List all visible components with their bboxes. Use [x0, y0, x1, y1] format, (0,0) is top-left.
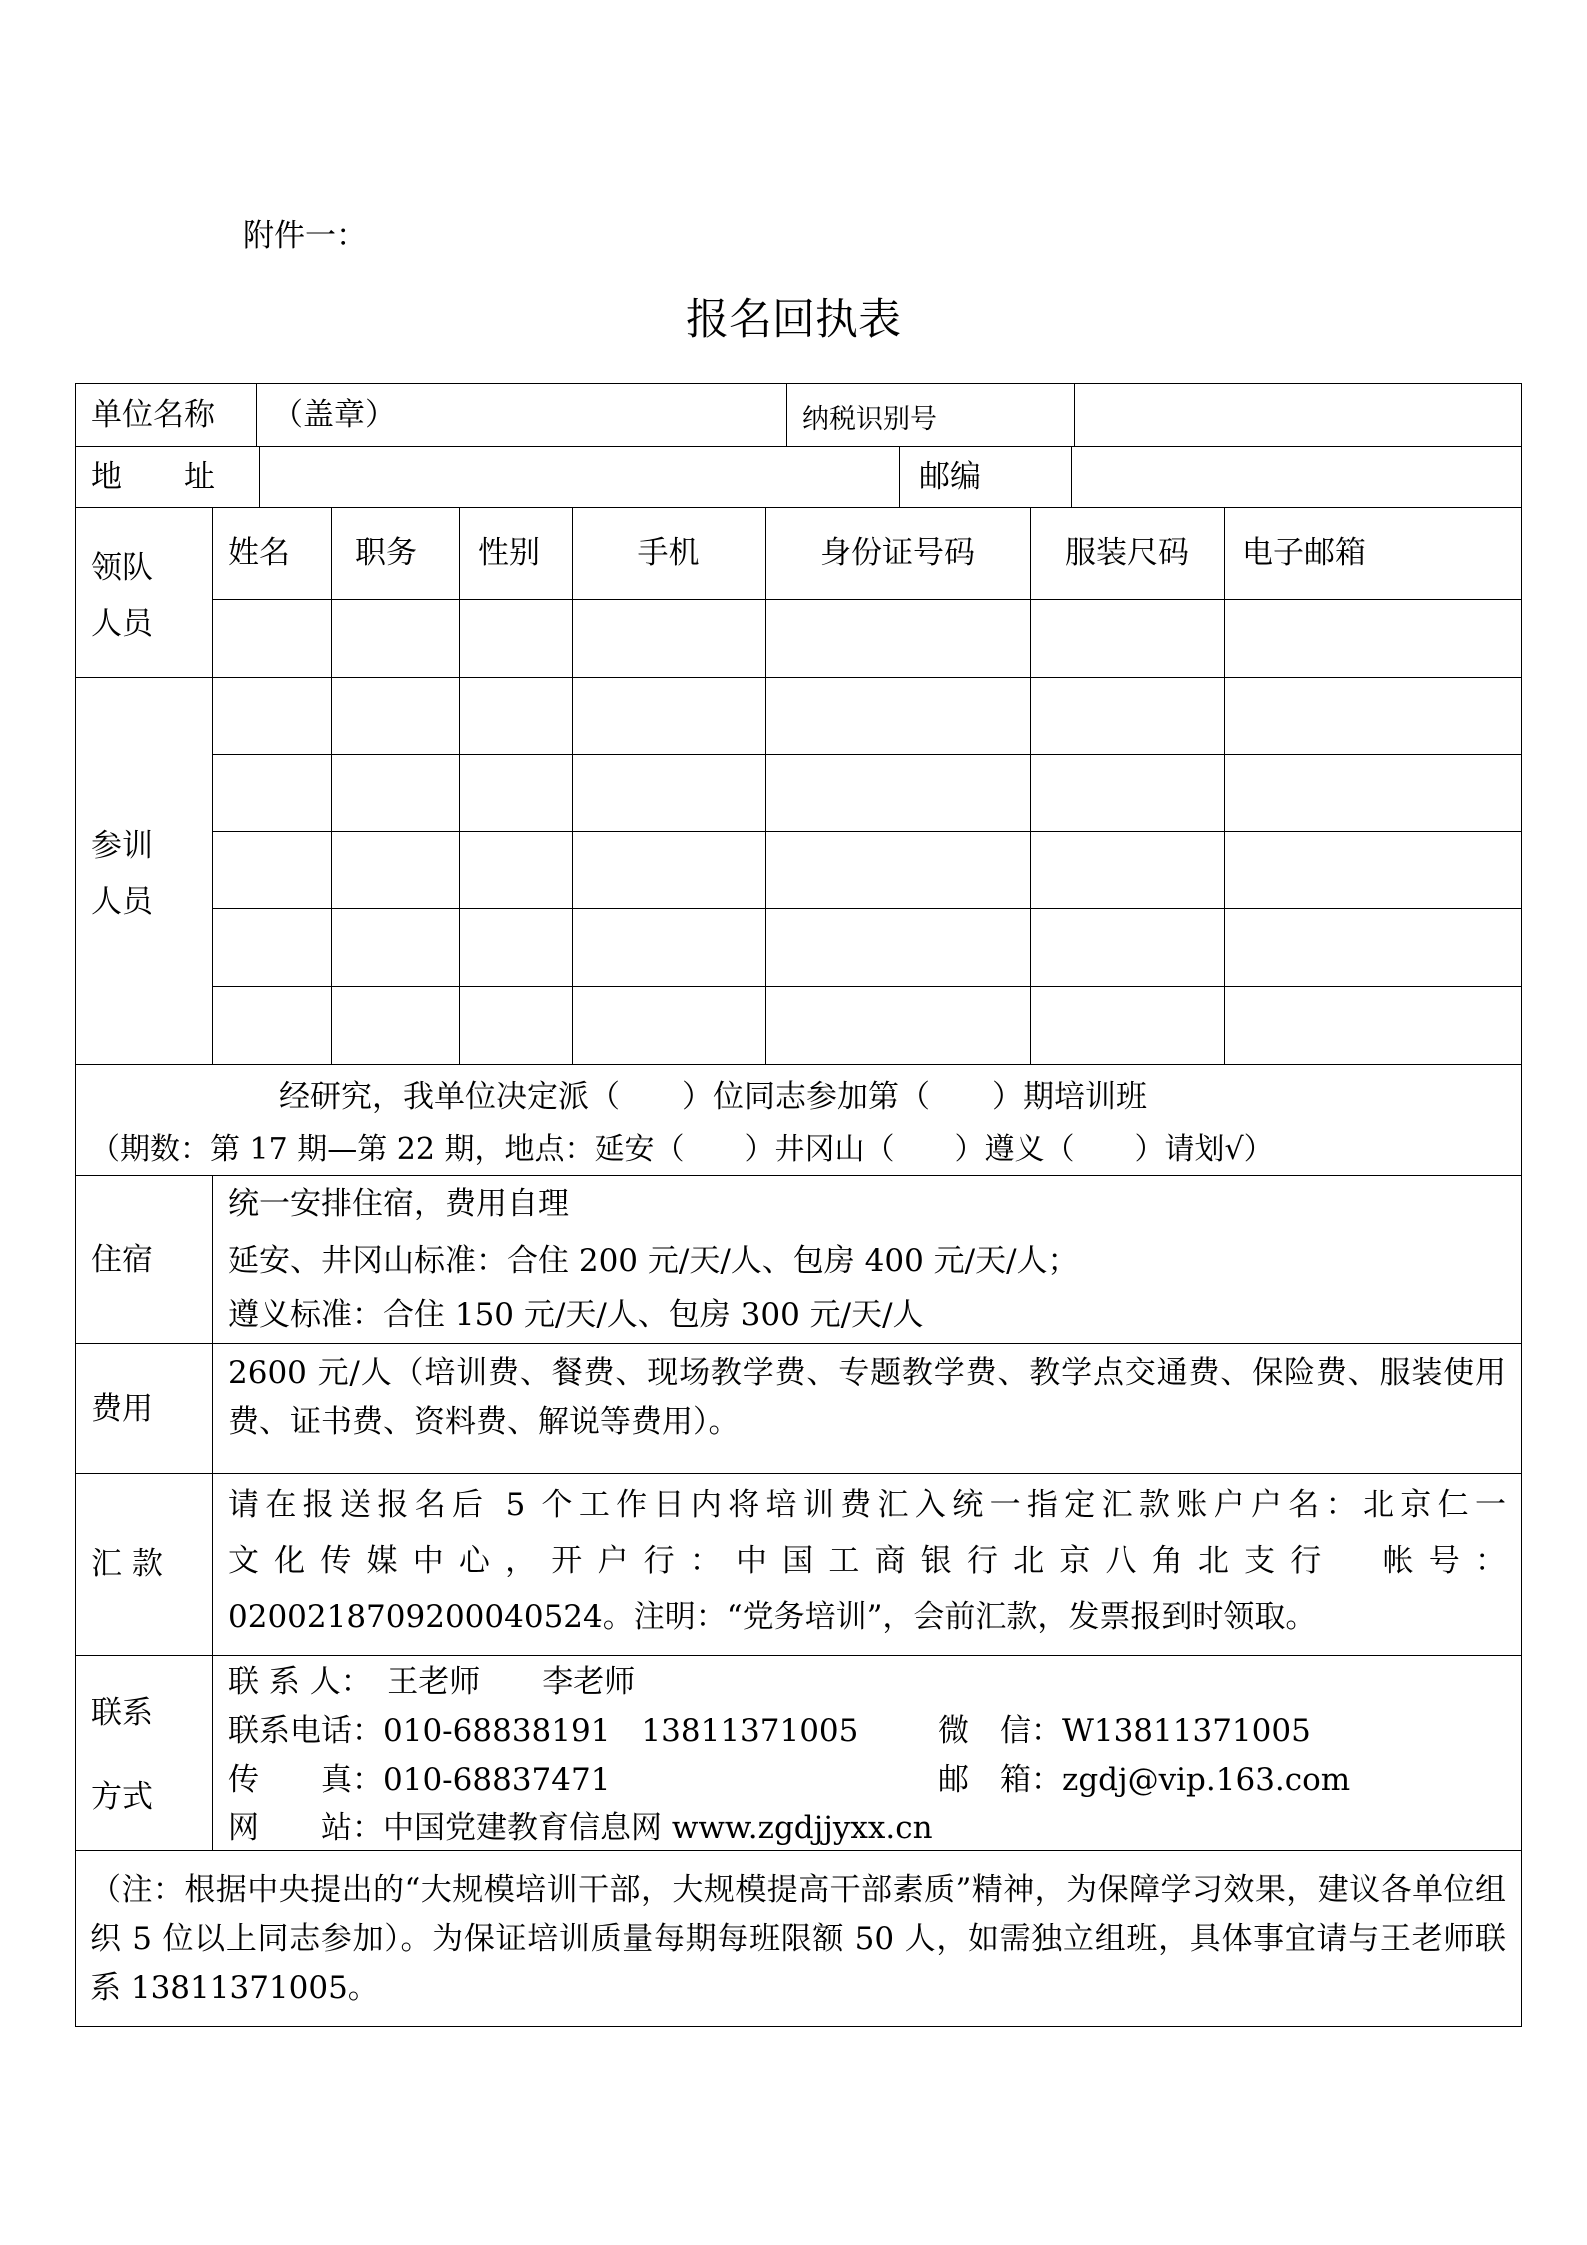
remit-line-2: 文化传媒中心，开户行：中国工商银行北京八角北支行 帐号： — [228, 1543, 1506, 1579]
trainee-entry-cell[interactable] — [333, 833, 458, 907]
trainee-entry-cell[interactable] — [1032, 679, 1223, 753]
leader-label: 领队人员 — [91, 550, 153, 642]
trainee-entry-cell[interactable] — [461, 679, 571, 753]
lodging-line-3: 遵义标准：合住 150 元/天/人、包房 300 元/天/人 — [228, 1297, 924, 1333]
contact-email: 邮 箱：zgdj@vip.163.com — [938, 1762, 1351, 1798]
trainee-entry-cell[interactable] — [214, 910, 330, 985]
contact-label-2: 方式 — [91, 1779, 153, 1815]
leader-entry-cell[interactable] — [574, 601, 764, 676]
trainee-entry-cell[interactable] — [214, 988, 330, 1063]
lodging-line-2: 延安、井冈山标准：合住 200 元/天/人、包房 400 元/天/人； — [228, 1243, 1079, 1279]
col-position: 职务 — [355, 535, 417, 571]
decision-line-2: （期数：第 17 期—第 22 期，地点：延安（ ）井冈山（ ）遵义（ ）请划√） — [90, 1132, 1274, 1167]
trainee-entry-cell[interactable] — [461, 833, 571, 907]
trainee-entry-cell[interactable] — [574, 679, 764, 753]
trainee-entry-cell[interactable] — [1226, 910, 1520, 985]
trainee-entry-cell[interactable] — [767, 679, 1029, 753]
contact-label-1: 联系 — [91, 1695, 153, 1731]
footer-note: （注：根据中央提出的“大规模培训干部，大规模提高干部素质”精神，为保障学习效果，建议各单位组织 5 位以上同志参加）。为保证培训质量每期每班限额 50 人，如需独立组班，具体事宜请与王老师联系 13811371005。 — [90, 1872, 1506, 2006]
unit-name-label: 单位名称 — [91, 397, 215, 433]
trainee-entry-cell[interactable] — [333, 679, 458, 753]
trainee-entry-cell[interactable] — [1226, 988, 1520, 1063]
remit-label: 汇 款 — [91, 1546, 163, 1582]
fee-text: 2600 元/人（培训费、餐费、现场教学费、专题教学费、教学点交通费、保险费、服装使用费、证书费、资料费、解说等费用）。 — [228, 1355, 1506, 1440]
trainee-entry-cell[interactable] — [214, 679, 330, 753]
zip-field[interactable] — [1074, 449, 1519, 505]
trainee-entry-cell[interactable] — [214, 756, 330, 830]
trainee-entry-cell[interactable] — [574, 833, 764, 907]
contact-person: 联 系 人： 王老师 李老师 — [228, 1664, 636, 1700]
zip-label: 邮编 — [919, 459, 981, 495]
lodging-label: 住宿 — [91, 1242, 153, 1278]
trainee-entry-cell[interactable] — [1032, 756, 1223, 830]
trainee-entry-cell[interactable] — [767, 988, 1029, 1063]
col-gender: 性别 — [478, 535, 540, 571]
address-field[interactable] — [262, 449, 896, 505]
trainee-entry-cell[interactable] — [574, 910, 764, 985]
lodging-line-1: 统一安排住宿，费用自理 — [228, 1186, 569, 1222]
leader-entry-cell[interactable] — [1032, 601, 1223, 676]
fee-label: 费用 — [91, 1391, 153, 1427]
tax-id-field[interactable] — [1076, 386, 1519, 444]
leader-entry-cell[interactable] — [1226, 601, 1520, 676]
address-label: 地 址 — [91, 459, 215, 495]
col-clothing-size: 服装尺码 — [1065, 535, 1189, 571]
trainee-label: 参训人员 — [91, 828, 153, 920]
trainee-entry-cell[interactable] — [333, 910, 458, 985]
trainee-entry-cell[interactable] — [333, 756, 458, 830]
col-email: 电子邮箱 — [1242, 535, 1366, 571]
trainee-entry-cell[interactable] — [461, 988, 571, 1063]
leader-entry-cell[interactable] — [461, 601, 571, 676]
trainee-entry-cell[interactable] — [767, 833, 1029, 907]
trainee-entry-cell[interactable] — [1032, 833, 1223, 907]
form-title: 报名回执表 — [686, 295, 901, 345]
col-name: 姓名 — [228, 535, 290, 571]
remit-line-1: 请在报送报名后 5 个工作日内将培训费汇入统一指定汇款账户户名：北京仁一 — [228, 1487, 1506, 1523]
trainee-entry-cell[interactable] — [1226, 679, 1520, 753]
trainee-entry-cell[interactable] — [1226, 756, 1520, 830]
trainee-entry-cell[interactable] — [767, 756, 1029, 830]
contact-wechat: 微 信：W13811371005 — [938, 1713, 1311, 1749]
contact-fax: 传 真：010-68837471 — [228, 1762, 611, 1798]
trainee-entry-cell[interactable] — [333, 988, 458, 1063]
trainee-entry-cell[interactable] — [574, 988, 764, 1063]
leader-entry-cell[interactable] — [333, 601, 458, 676]
col-mobile: 手机 — [637, 535, 700, 571]
trainee-entry-cell[interactable] — [214, 833, 330, 907]
trainee-entry-cell[interactable] — [574, 756, 764, 830]
trainee-entry-cell[interactable] — [767, 910, 1029, 985]
contact-website: 网 站：中国党建教育信息网 www.zgdjjyxx.cn — [228, 1810, 933, 1846]
unit-name-value[interactable]: （盖章） — [272, 397, 396, 433]
attachment-label: 附件一： — [243, 218, 367, 254]
leader-entry-cell[interactable] — [767, 601, 1029, 676]
contact-phone: 联系电话：010-68838191 13811371005 — [228, 1713, 859, 1749]
trainee-entry-cell[interactable] — [1226, 833, 1520, 907]
trainee-entry-cell[interactable] — [461, 910, 571, 985]
leader-entry-cell[interactable] — [214, 601, 330, 676]
trainee-entry-cell[interactable] — [1032, 910, 1223, 985]
tax-id-label: 纳税识别号 — [802, 404, 937, 435]
remit-line-3: 0200218709200040524。注明：“党务培训”，会前汇款，发票报到时领取。 — [228, 1599, 1317, 1635]
trainee-entry-cell[interactable] — [1032, 988, 1223, 1063]
trainee-entry-cell[interactable] — [461, 756, 571, 830]
col-id-number: 身份证号码 — [820, 535, 975, 571]
decision-line-1: 经研究，我单位决定派（ ）位同志参加第（ ）期培训班 — [279, 1079, 1147, 1115]
